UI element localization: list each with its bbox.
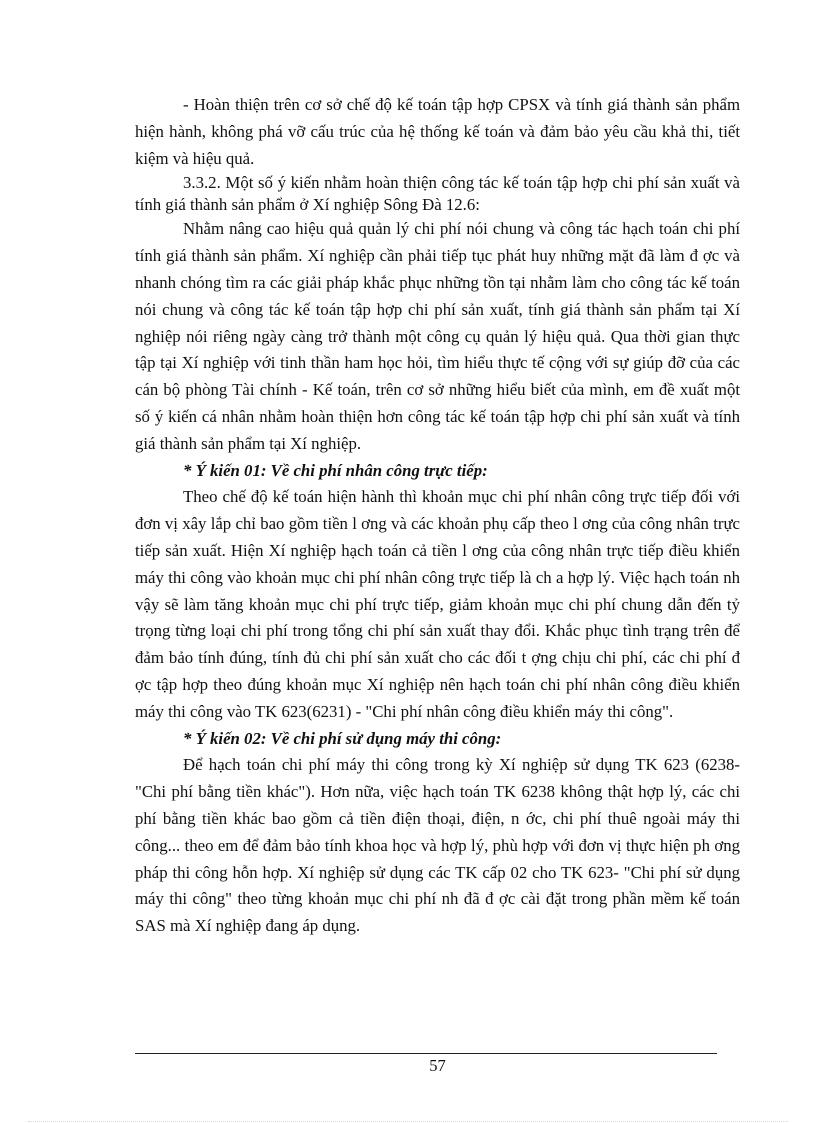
footer-rule (135, 1053, 717, 1054)
paragraph-opinion-02: Để hạch toán chi phí máy thi công trong kỳ Xí nghiệp sử dụng TK 623 (6238- "Chi phí bằng tiền khác"). Hơn nữa, việc hạch toán TK 6238 không thật hợp lý, các chi phí bằng tiền khác bao gồm cả tiền điện thoại, điện, n ớc, chi phí thuê ngoài máy thi công... theo em để đảm bảo tính khoa học và hợp lý, phù hợp với đơn vị thực hiện ph ơng pháp thi công hỗn hợp. Xí nghiệp sử dụng các TK cấp 02 cho TK 623- "Chi phí sử dụng máy thi công" theo từng khoản mục chi phí nh đã đ ợc cài đặt trong phần mềm kế toán SAS mà Xí nghiệp đang áp dụng. (135, 755, 740, 936)
paragraph-overview: Nhằm nâng cao hiệu quả quản lý chi phí nói chung và công tác hạch toán chi phí tính giá thành sản phẩm. Xí nghiệp cần phải tiếp tục phát huy những mặt đã làm đ ợc và nhanh chóng tìm ra các giải pháp khắc phục những tồn tại nhằm làm cho công tác kế toán nói chung và công tác kế toán tập hợp chi phí sản xuất, tính giá thành sản phẩm tại Xí nghiệp nói riêng ngày càng trở thành một công cụ quản lý hiệu quả. Qua thời gian thực tập tại Xí nghiệp với tinh thần ham học hỏi, tìm hiểu thực tế cộng với sự giúp đỡ của các cán bộ phòng Tài chính - Kế toán, trên cơ sở những hiểu biết của mình, em đề xuất một số ý kiến cá nhân nhằm hoàn thiện hơn công tác kế toán tập hợp chi phí sản xuất và tính giá thành sản phẩm tại Xí nghiệp. (135, 219, 740, 453)
body-text (135, 92, 740, 940)
subheading-opinion-02: * Ý kiến 02: Về chi phí sử dụng máy thi công: (183, 728, 502, 748)
paragraph-intro: - Hoàn thiện trên cơ sở chế độ kế toán tập hợp CPSX và tính giá thành sản phẩm hiện hành, không phá vỡ cấu trúc của hệ thống kế toán và đảm bảo yêu cầu khả thi, tiết kiệm và hiệu quả. (135, 95, 740, 168)
page-bottom-edge (28, 1121, 788, 1122)
paragraph-opinion-01: Theo chế độ kế toán hiện hành thì khoản mục chi phí nhân công trực tiếp đối với đơn vị xây lắp chỉ bao gồm tiền l ơng và các khoản phụ cấp theo l ơng của công nhân trực tiếp sản xuất. Hiện Xí nghiệp hạch toán cả tiền l ơng của công nhân trực tiếp điều khiển máy thi công vào khoản mục chi phí nhân công trực tiếp là ch a hợp lý. Việc hạch toán nh vậy sẽ làm tăng khoản mục chi phí trực tiếp, giảm khoản mục chi phí chung dẫn đến tỷ trọng từng loại chi phí trong tổng chi phí sản xuất thay đổi. Khắc phục tình trạng trên để đảm bảo tính đúng, tính đủ chi phí sản xuất cho các đối t ợng chịu chi phí, các chi phí đ ợc tập hợp theo đúng khoản mục Xí nghiệp nên hạch toán chi phí nhân công điều khiển máy thi công vào TK 623(6231) - "Chi phí nhân công điều khiển máy thi công". (135, 487, 740, 721)
section-heading: 3.3.2. Một số ý kiến nhằm hoàn thiện công tác kế toán tập hợp chi phí sản xuất và tính giá thành sản phẩm ở Xí nghiệp Sông Đà 12.6: (135, 173, 740, 215)
page-number: 57 (429, 1056, 446, 1075)
subheading-opinion-01: * Ý kiến 01: Về chi phí nhân công trực tiếp: (183, 460, 488, 480)
